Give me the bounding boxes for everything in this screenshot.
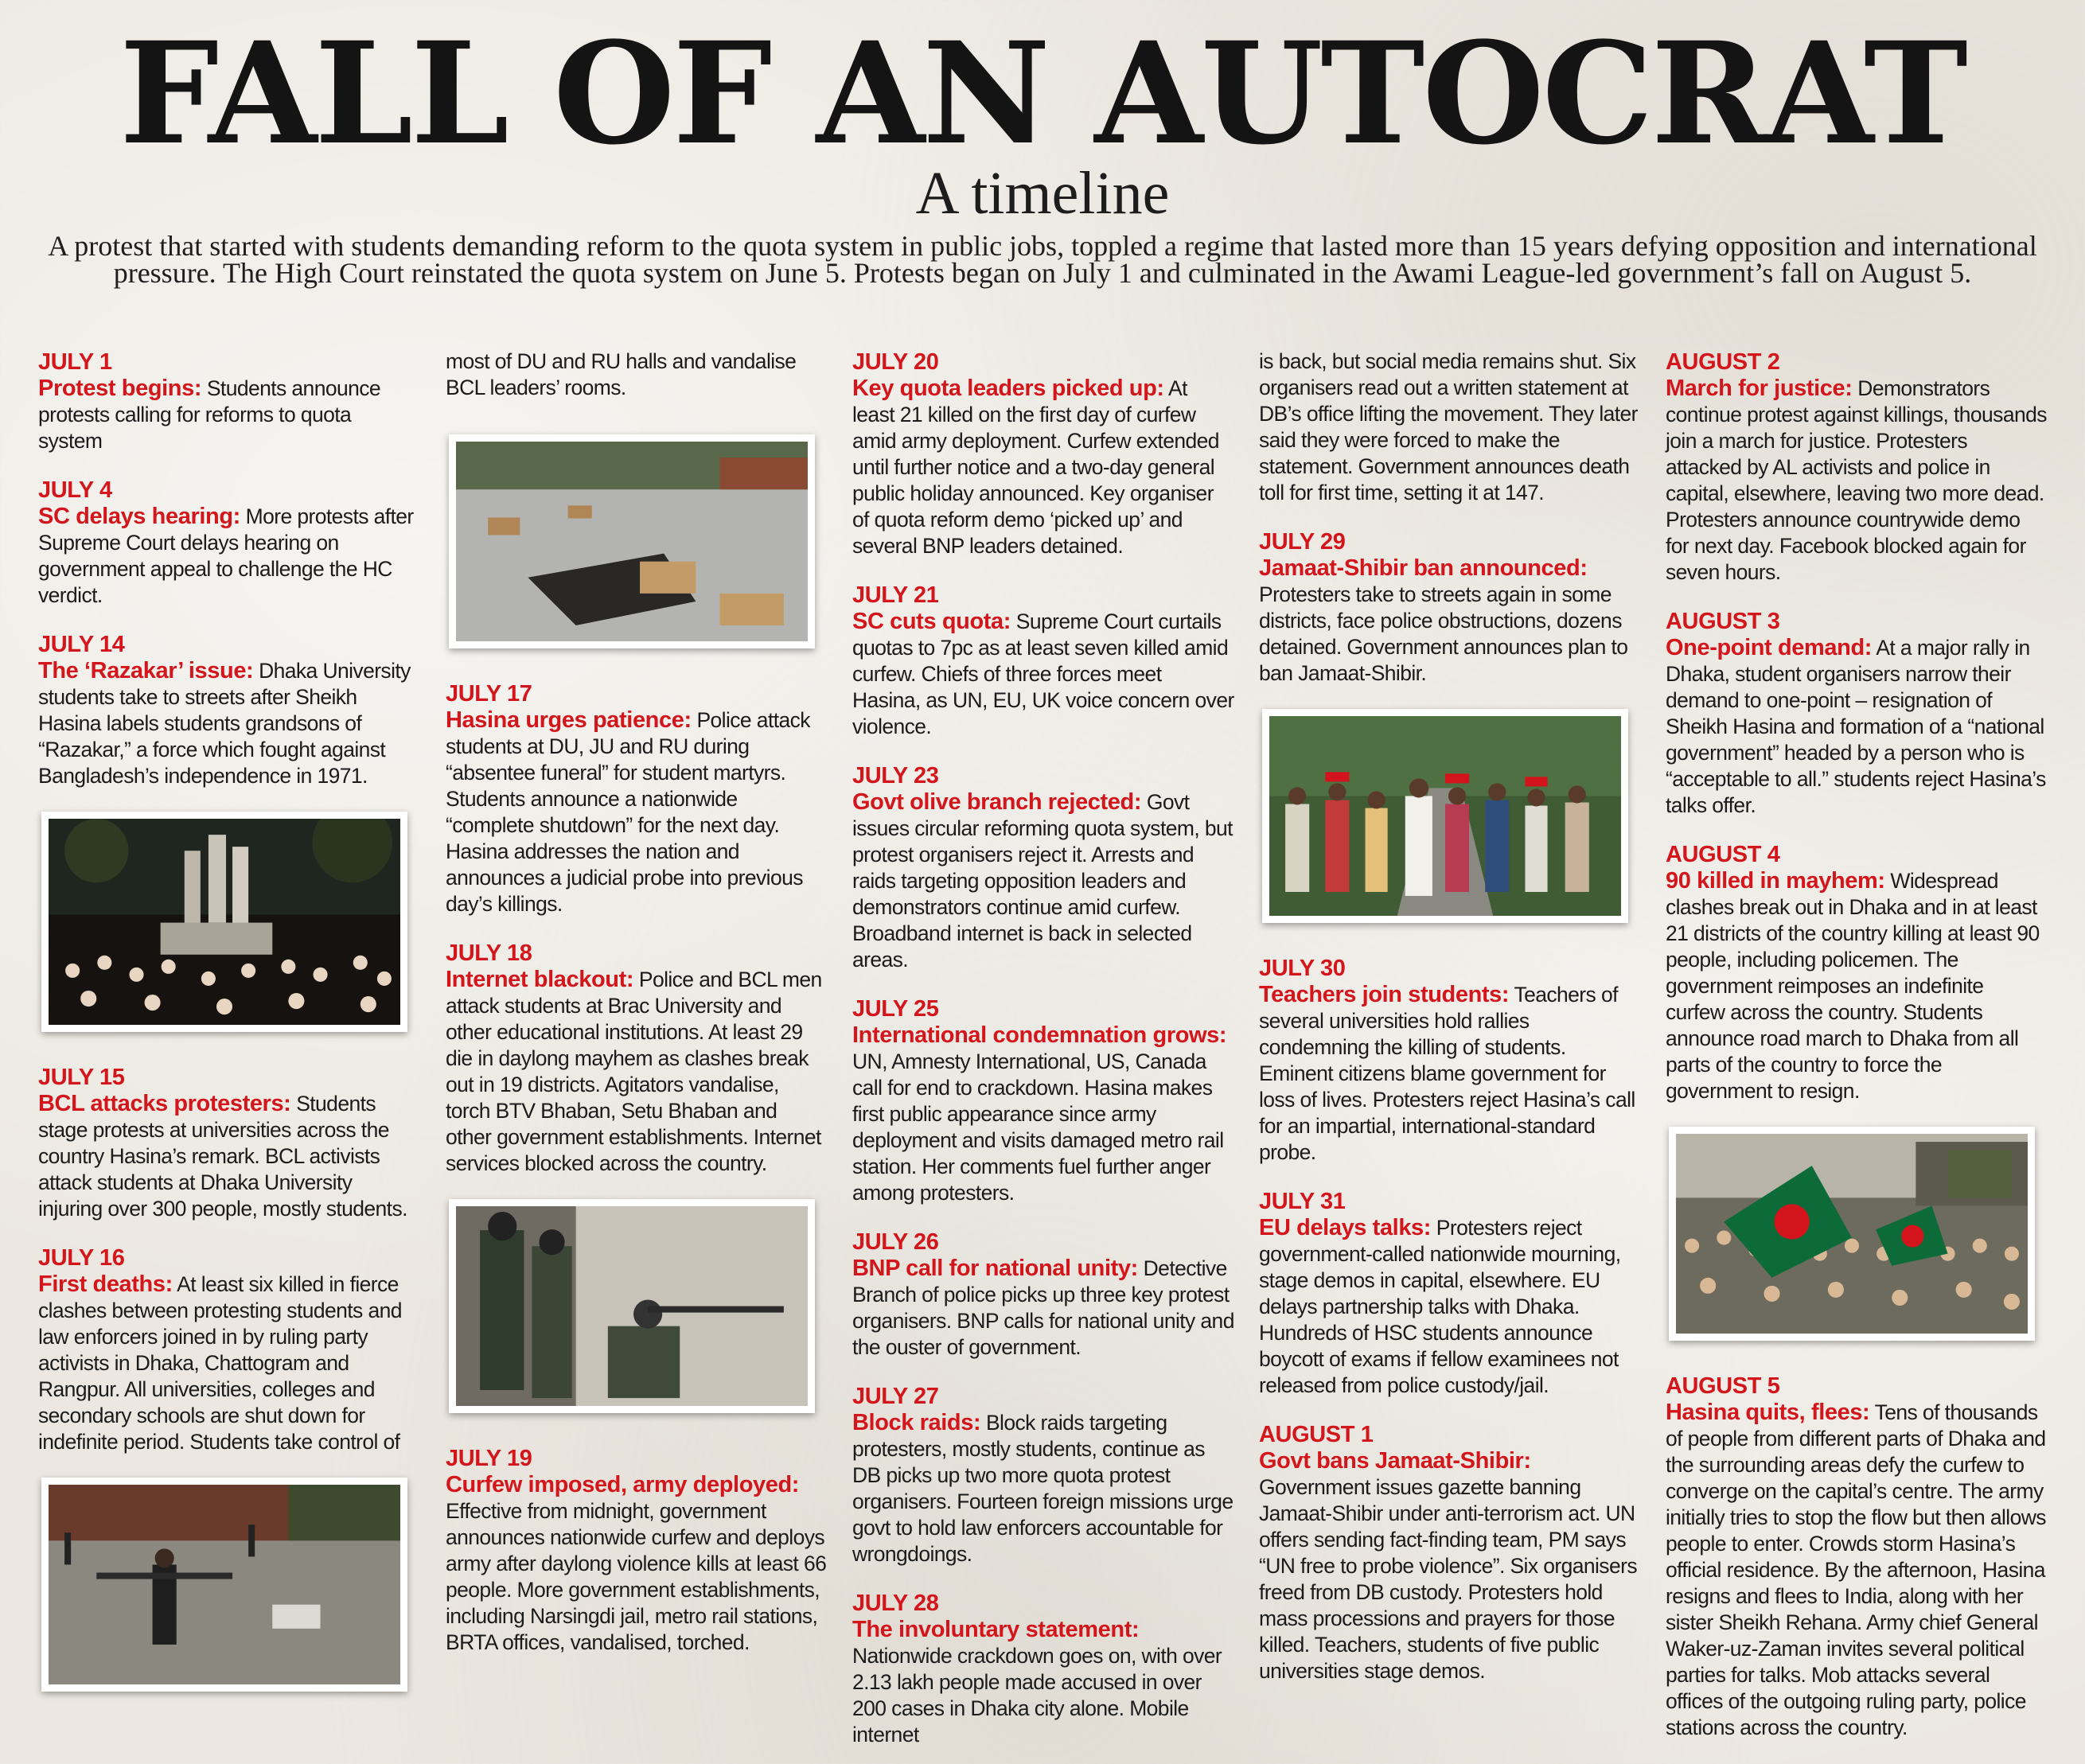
timeline-entry [852, 1229, 1234, 1361]
timeline-column-3 [852, 349, 1234, 1764]
entry-headline: Hasina urges patience: [446, 707, 692, 734]
timeline-entry [852, 762, 1234, 973]
entry-text: Students stage protests at universities across the country Hasina’s remark. BCL activists attack students at Dhaka University injuring over 300 people, mostly students. [38, 1092, 407, 1221]
entry-date: JULY 25 [852, 996, 939, 1022]
entry-date: AUGUST 2 [1666, 349, 1780, 375]
entry-text: Govt issues circular reforming quota system, but protest organisers reject it. Arrests and raids targeting opposition leaders and demonstrators continue amid curfew. Broadband internet is back in selected areas. [852, 790, 1233, 972]
entry-text: Dhaka University students take to streets after Sheikh Hasina labels students grandsons of “Razakar,” a force which fought against Bangladesh’s independence in 1971. [38, 659, 411, 788]
entry-text: Teachers of several universities hold rallies condemning the killing of students. Eminent citizens blame government for loss of lives. Protesters reject Hasina’s call for an impartial, international-standard probe. [1259, 983, 1635, 1165]
entry-date: AUGUST 5 [1666, 1373, 1780, 1400]
entry-headline: BCL attacks protesters: [38, 1091, 291, 1117]
entry-headline: Govt bans Jamaat-Shibir: [1259, 1448, 1531, 1474]
entry-text: Detective Branch of police picks up three key protest organisers. BNP calls for national unity and the ouster of government. [852, 1256, 1234, 1359]
timeline-column-2 [446, 349, 828, 1678]
entry-date: JULY 18 [446, 940, 532, 967]
photo-celebrating-crowd-flags [1669, 1127, 2035, 1341]
timeline-entry [1259, 1421, 1641, 1684]
entry-headline: Curfew imposed, army deployed: [446, 1472, 800, 1498]
photo-protester-street [41, 1478, 407, 1692]
entry-date: JULY 21 [852, 582, 939, 608]
timeline-entry [852, 1383, 1234, 1567]
entry-text: At least six killed in fierce clashes between protesting students and law enforcers joined in by ruling party activists in Dhaka, Chattogram and Rangpur. All universities, colleges and secondary schools are shut down for indefinite period. Students take control of [38, 1272, 402, 1454]
entry-date: JULY 23 [852, 763, 939, 789]
entry-headline: Block raids: [852, 1410, 981, 1435]
entry-headline: Govt olive branch rejected: [852, 789, 1142, 815]
entry-text: At a major rally in Dhaka, student organisers narrow their demand to one-point – resignation of Sheikh Hasina and formation of a “national government” headed by a person who is “acceptable to all.” students reject Hasina’s talks offer. [1666, 636, 2046, 817]
entry-text: UN, Amnesty International, US, Canada call for end to crackdown. Hasina makes first public appearance since army deployment and visits damaged metro rail station. Her comments fuel further anger among protesters. [852, 1049, 1224, 1205]
timeline-entry [1259, 528, 1641, 687]
timeline-entry [1259, 1188, 1641, 1399]
entry-date: JULY 26 [852, 1229, 939, 1255]
entry-text: Police and BCL men attack students at Brac University and other educational institutions. At least 29 die in daylong mayhem as clashes break out in 19 districts. Agitators vandalise, torch BTV Bhaban, Setu Bhaban and other government establishments. Internet services blocked across the country. [446, 968, 822, 1176]
entry-date: JULY 19 [446, 1446, 532, 1472]
photo-teachers-march [1262, 709, 1628, 923]
entry-headline: EU delays talks: [1259, 1215, 1432, 1241]
entry-date: JULY 31 [1259, 1189, 1346, 1215]
entry-headline: BNP call for national unity: [852, 1256, 1138, 1281]
timeline-entry [446, 680, 828, 917]
entry-headline: Protest begins: [38, 376, 202, 401]
entry-headline: First deaths: [38, 1271, 173, 1298]
entry-date: AUGUST 4 [1666, 842, 1780, 867]
photo-armed-police [449, 1199, 815, 1413]
timeline-column-4 [1259, 349, 1641, 1707]
entry-headline: Teachers join students: [1259, 982, 1510, 1008]
entry-text: Supreme Court curtails quotas to 7pc as at least seven killed amid curfew. Chiefs of three forces meet Hasina, as UN, EU, UK voice concern over violence. [852, 609, 1234, 738]
timeline-entry [446, 1445, 828, 1656]
entry-text: Widespread clashes break out in Dhaka and in at least 21 districts of the country killing at least 90 people, including policemen. The government reimposes an indefinite curfew across the country. Students announce road march to Dhaka from all parts of the country to force the government to resign. [1666, 869, 2040, 1103]
intro-paragraph: A protest that started with students demanding reform to the quota system in public jobs, toppled a regime that lasted more than 15 years defying opposition and international pressure. The High Court reinstated the quota system on June 5. Protests began on July 1 and culminated in the Awami League-led government’s fall on August 5. [48, 230, 2037, 289]
entry-headline: International condemnation grows: [852, 1022, 1227, 1048]
timeline-column-5 [1666, 349, 2048, 1763]
entry-text: Protesters take to streets again in some districts, face police obstructions, dozens detained. Government announces plan to ban Jamaat-Shibir. [1259, 582, 1628, 685]
entry-headline: Key quota leaders picked up: [852, 376, 1164, 401]
timeline-entry [38, 1244, 420, 1455]
timeline-entry [852, 582, 1234, 740]
timeline-entry [38, 1064, 420, 1222]
timeline-entry-continued [1259, 349, 1641, 506]
entry-date: JULY 30 [1259, 956, 1346, 982]
entry-headline: March for justice: [1666, 376, 1853, 401]
timeline-entry-continued [446, 349, 828, 401]
entry-date: JULY 14 [38, 632, 125, 657]
page-subtitle: A timeline [915, 160, 1170, 227]
photo-debris-road [449, 434, 815, 648]
timeline-column-1 [38, 349, 420, 1723]
entry-headline: SC cuts quota: [852, 609, 1011, 634]
timeline-entry [446, 940, 828, 1177]
entry-date: AUGUST 3 [1666, 609, 1780, 634]
timeline-entry [852, 995, 1234, 1206]
entry-date: AUGUST 1 [1259, 1422, 1374, 1448]
entry-date: JULY 1 [38, 349, 112, 375]
timeline-entry [1666, 841, 2048, 1104]
photo-raju-sculpture-crowd [41, 812, 407, 1032]
entry-date: JULY 4 [38, 477, 112, 503]
timeline-entry [1666, 349, 2048, 586]
entry-text: Block raids targeting protesters, mostly students, continue as DB picks up two more quota protest organisers. Fourteen foreign missions urge govt to hold law enforcers accountable for wrongdoings. [852, 1411, 1233, 1566]
entry-date: JULY 15 [38, 1065, 125, 1091]
entry-date: JULY 29 [1259, 529, 1346, 555]
entry-text: Effective from midnight, government announces nationwide curfew and deploys army after daylong violence kills at least 66 people. More government establishments, including Narsingdi jail, metro rail stations, BRTA offices, vandalised, torched. [446, 1499, 827, 1655]
page-title: FALL OF AN AUTOCRAT [119, 11, 1966, 176]
entry-text: Students announce protests calling for reforms to quota system [38, 376, 381, 453]
entry-date: JULY 16 [38, 1245, 125, 1271]
entry-date: JULY 28 [852, 1591, 939, 1616]
entry-text: Demonstrators continue protest against killings, thousands join a march for justice. Protesters attacked by AL activists and police in capital, elsewhere, leaving two more dead. Protesters announce countrywide demo for next day. Facebook blocked again for seven hours. [1666, 376, 2047, 584]
entry-headline: SC delays hearing: [38, 504, 240, 529]
entry-headline: Hasina quits, flees: [1666, 1400, 1870, 1426]
entry-text: Police attack students at DU, JU and RU during “absentee funeral” for student martyrs. Students announce a nationwide “complete shutdown” for the next day. Hasina addresses the nation and announces a judicial probe into previous day’s killings. [446, 708, 810, 917]
entry-date: JULY 27 [852, 1384, 939, 1409]
entry-text: is back, but social media remains shut. Six organisers read out a written statement at DB’s office lifting the movement. They later said they were forced to make the statement. Government announces death toll for first time, setting it at 147. [1259, 349, 1638, 504]
entry-text: Tens of thousands of people from different parts of Dhaka and the surrounding areas defy the curfew to converge on the capital’s centre. The army initially tries to stop the flow but then allows people to enter. Crowds storm Hasina’s official residence. By the afternoon, Hasina resigns and flees to India, along with her sister Sheikh Rehana. Army chief General Waker-uz-Zaman invites several political parties for talks. Mob attacks several offices of the outgoing ruling party, police stations across the country. [1666, 1400, 2046, 1740]
entry-text: most of DU and RU halls and vandalise BCL leaders’ rooms. [446, 349, 797, 399]
entry-headline: 90 killed in mayhem: [1666, 868, 1885, 894]
timeline-entry [38, 349, 420, 454]
entry-text: Protesters reject government-called nationwide mourning, stage demos in capital, elsewhere. EU delays partnership talks with Dhaka. Hundreds of HSC students announce boycott of exams if fellow examinees not released from police custody/jail. [1259, 1216, 1621, 1398]
entry-headline: The ‘Razakar’ issue: [38, 658, 254, 683]
timeline-entry [1666, 1373, 2048, 1741]
timeline-entry [1666, 608, 2048, 819]
entry-headline: Internet blackout: [446, 967, 634, 993]
entry-text: At least 21 killed on the first day of curfew amid army deployment. Curfew extended until further notice and a two-day general public holiday announced. Key organiser of quota reform demo ‘picked up’ and several BNP leaders detained. [852, 376, 1219, 558]
timeline-entry [1259, 955, 1641, 1166]
timeline-entry [38, 477, 420, 609]
entry-headline: One-point demand: [1666, 635, 1873, 660]
entry-headline: The involuntary statement: [852, 1617, 1140, 1642]
entry-text: Government issues gazette banning Jamaat-Shibir under anti-terrorism act. UN offers sending fact-finding team, PM says “UN free to probe violence”. Six organisers freed from DB custody. Protesters hold mass processions and prayers for those killed. Teachers, students of five public universities stage demos. [1259, 1475, 1637, 1684]
entry-text: Nationwide crackdown goes on, with over 2.13 lakh people made accused in over 200 cases in Dhaka city alone. Mobile internet [852, 1644, 1222, 1746]
timeline-entry [852, 1590, 1234, 1748]
entry-date: JULY 20 [852, 349, 939, 375]
timeline-entry [852, 349, 1234, 559]
timeline-entry [38, 631, 420, 789]
entry-text: More protests after Supreme Court delays hearing on government appeal to challenge the HC verdict. [38, 504, 414, 607]
entry-date: JULY 17 [446, 681, 532, 707]
entry-headline: Jamaat-Shibir ban announced: [1259, 555, 1588, 581]
